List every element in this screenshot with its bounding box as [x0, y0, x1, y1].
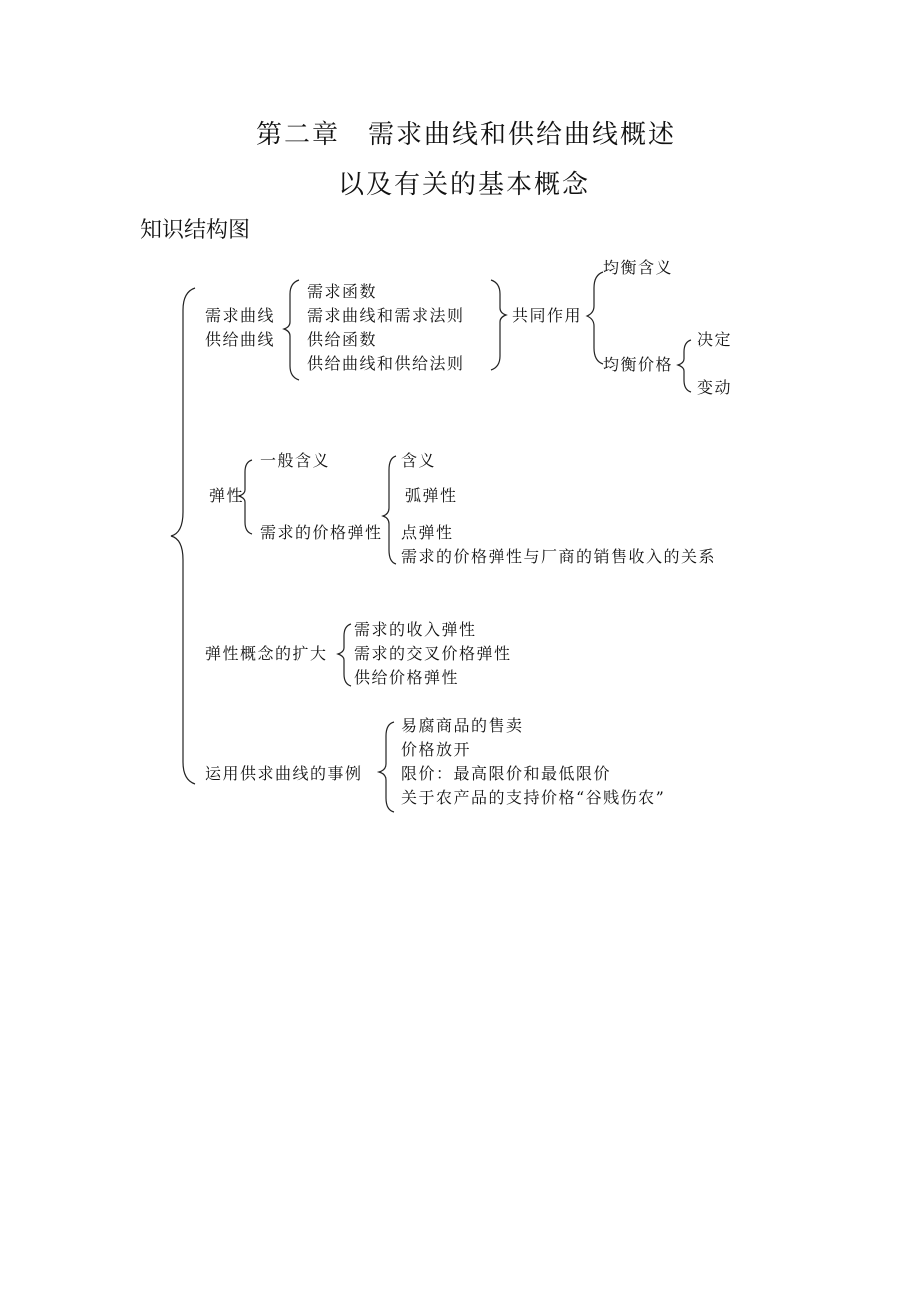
point-elasticity-item: 点弹性 [401, 523, 454, 542]
chapter-title: 第二章 需求曲线和供给曲线概述 [256, 120, 677, 150]
joint-brace [587, 272, 603, 364]
supply-curve-label: 供给曲线 [205, 330, 276, 349]
price-elasticity-label: 需求的价格弹性 [260, 523, 383, 542]
demand-law-item: 需求曲线和需求法则 [307, 306, 465, 325]
demand-function-item: 需求函数 [307, 282, 378, 301]
equilibrium-meaning-label: 均衡含义 [603, 258, 674, 277]
extension-label: 弹性概念的扩大 [205, 644, 328, 663]
supply-price-elasticity-item: 供给价格弹性 [354, 668, 460, 687]
root-brace [171, 288, 195, 784]
demand-curve-label: 需求曲线 [205, 306, 276, 325]
agricultural-support-item: 关于农产品的支持价格“谷贱伤农” [401, 788, 666, 807]
demand-supply-brace [284, 280, 299, 380]
determination-label: 决定 [697, 330, 733, 349]
price-liberalization-item: 价格放开 [401, 740, 472, 759]
items-close-brace [491, 280, 506, 370]
price-limits-item: 限价：最高限价和最低限价 [401, 764, 612, 783]
arc-elasticity-item: 弧弹性 [405, 486, 458, 505]
applications-brace [379, 722, 394, 812]
general-meaning-label: 一般含义 [260, 451, 331, 470]
equilibrium-price-label: 均衡价格 [603, 355, 674, 374]
applications-label: 运用供求曲线的事例 [205, 764, 363, 783]
price-elasticity-brace [383, 456, 396, 564]
section-heading: 知识结构图 [140, 218, 251, 243]
extension-brace [338, 624, 351, 686]
joint-action-label: 共同作用 [512, 306, 583, 325]
elasticity-revenue-item: 需求的价格弹性与厂商的销售收入的关系 [401, 547, 717, 566]
meaning-item: 含义 [401, 451, 437, 470]
perishable-goods-item: 易腐商品的售卖 [401, 716, 524, 735]
supply-function-item: 供给函数 [307, 330, 378, 349]
change-label: 变动 [697, 378, 733, 397]
chapter-subtitle: 以及有关的基本概念 [338, 170, 591, 200]
elasticity-label: 弹性 [209, 486, 245, 505]
income-elasticity-item: 需求的收入弹性 [354, 620, 477, 639]
cross-price-elasticity-item: 需求的交叉价格弹性 [354, 644, 512, 663]
price-brace [678, 340, 691, 392]
supply-law-item: 供给曲线和供给法则 [307, 354, 465, 373]
